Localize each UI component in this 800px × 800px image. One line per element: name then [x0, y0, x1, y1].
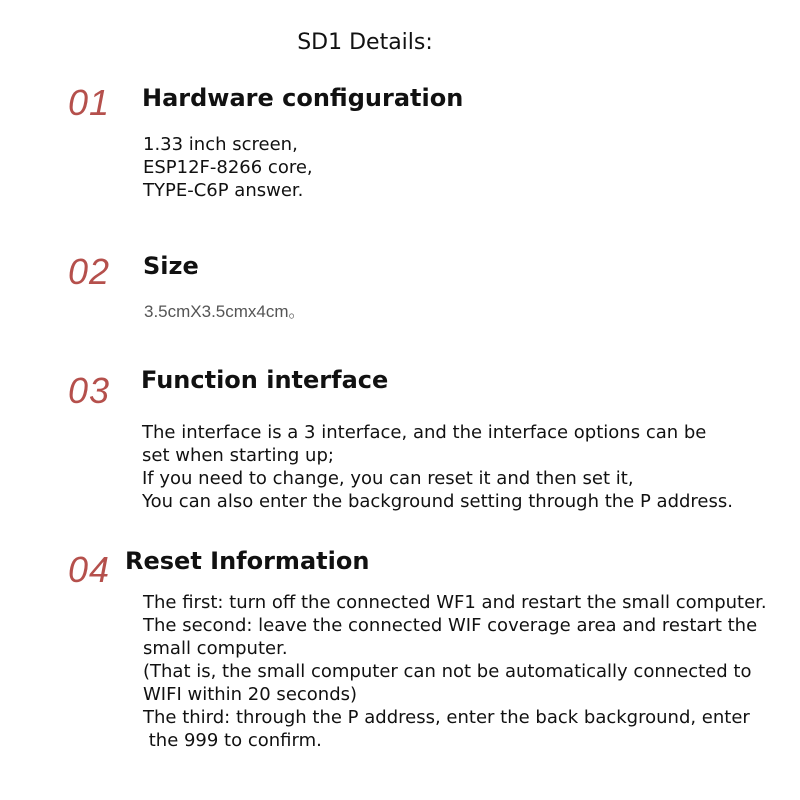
page-title: SD1 Details:: [297, 30, 433, 55]
section-number-01: 01: [68, 82, 111, 123]
body-line: The first: turn off the connected WF1 and restart the small computer.: [143, 592, 767, 613]
section-heading-reset: Reset Information: [125, 547, 370, 575]
body-line: The second: leave the connected WIF coverage area and restart the: [143, 615, 758, 636]
section-heading-function: Function interface: [141, 366, 389, 394]
section-number-03: 03: [68, 370, 111, 411]
body-line: WIFI within 20 seconds): [143, 684, 358, 705]
body-line: set when starting up;: [142, 445, 334, 466]
body-line: You can also enter the background setting through the P address.: [142, 491, 733, 512]
body-line: TYPE-C6P answer.: [143, 180, 304, 201]
body-line: (That is, the small computer can not be automatically connected to: [143, 661, 752, 682]
body-line: the 999 to confirm.: [143, 730, 322, 751]
section-heading-hardware: Hardware configuration: [142, 84, 464, 112]
body-line: The interface is a 3 interface, and the interface options can be: [142, 422, 707, 443]
section-body-reset: [143, 591, 767, 752]
section-body-hardware: [143, 133, 313, 202]
section-body-function: [142, 421, 733, 513]
size-value: 3.5cmX3.5cmx4cm。: [144, 302, 306, 321]
body-line: small computer.: [143, 638, 288, 659]
section-number-02: 02: [68, 251, 111, 292]
body-line: If you need to change, you can reset it and then set it,: [142, 468, 634, 489]
body-line: The third: through the P address, enter the back background, enter: [143, 707, 750, 728]
body-line: 1.33 inch screen,: [143, 134, 298, 155]
body-line: ESP12F-8266 core,: [143, 157, 313, 178]
section-heading-size: Size: [143, 252, 199, 280]
section-number-04: 04: [68, 549, 111, 590]
